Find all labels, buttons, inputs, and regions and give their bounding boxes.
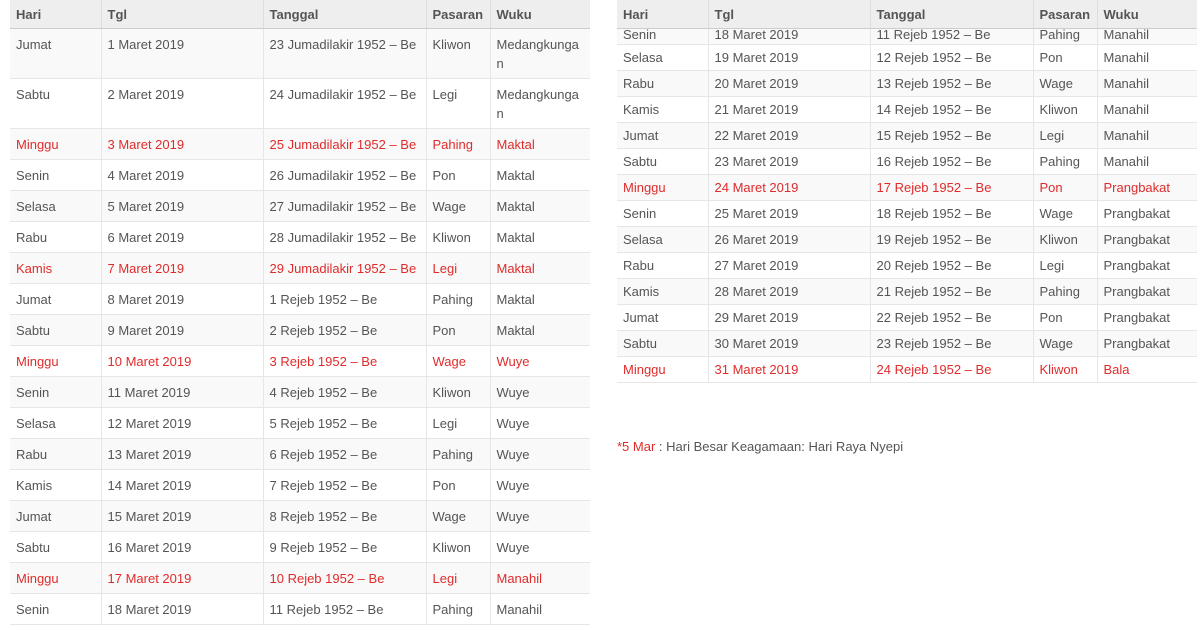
table-row bbox=[10, 191, 590, 222]
cell-tgl: 27 Maret 2019 bbox=[708, 253, 870, 279]
cell-wuku: Maktal bbox=[490, 129, 590, 160]
cell-hari: Sabtu bbox=[617, 149, 708, 175]
cell-wuku: Medangkungan bbox=[490, 79, 590, 129]
cell-tgl: 4 Maret 2019 bbox=[101, 160, 263, 191]
cell-hari: Senin bbox=[10, 160, 101, 191]
cell-hari: Selasa bbox=[10, 408, 101, 439]
cell-hari: Rabu bbox=[617, 71, 708, 97]
cell-hari: Kamis bbox=[617, 97, 708, 123]
cell-hari: Kamis bbox=[10, 253, 101, 284]
table-row bbox=[617, 149, 1197, 175]
cell-tanggal: 27 Jumadilakir 1952 – Be bbox=[263, 191, 426, 222]
cell-hari: Sabtu bbox=[617, 331, 708, 357]
cell-wuku: Manahil bbox=[490, 563, 590, 594]
cell-wuku: Wuye bbox=[490, 377, 590, 408]
cell-tgl: 7 Maret 2019 bbox=[101, 253, 263, 284]
cell-tanggal: 24 Rejeb 1952 – Be bbox=[870, 357, 1033, 383]
cell-pasaran: Pahing bbox=[426, 129, 490, 160]
table-row bbox=[617, 29, 1197, 45]
cell-tanggal: 22 Rejeb 1952 – Be bbox=[870, 305, 1033, 331]
table-row bbox=[617, 253, 1197, 279]
cell-tgl: 11 Maret 2019 bbox=[101, 377, 263, 408]
column-header-hari: Hari bbox=[617, 0, 708, 29]
column-header-pasaran: Pasaran bbox=[426, 0, 490, 29]
cell-pasaran: Wage bbox=[426, 191, 490, 222]
table-row bbox=[617, 227, 1197, 253]
cell-tgl: 5 Maret 2019 bbox=[101, 191, 263, 222]
table-row bbox=[617, 97, 1197, 123]
cell-pasaran: Wage bbox=[1033, 201, 1097, 227]
cell-wuku: Medangkungan bbox=[490, 29, 590, 79]
table-row bbox=[10, 532, 590, 563]
cell-hari: Rabu bbox=[617, 253, 708, 279]
cell-tanggal: 20 Rejeb 1952 – Be bbox=[870, 253, 1033, 279]
cell-pasaran: Legi bbox=[1033, 253, 1097, 279]
cell-wuku: Maktal bbox=[490, 315, 590, 346]
cell-hari: Selasa bbox=[617, 45, 708, 71]
cell-tgl: 23 Maret 2019 bbox=[708, 149, 870, 175]
cell-tanggal: 3 Rejeb 1952 – Be bbox=[263, 346, 426, 377]
cell-pasaran: Pahing bbox=[426, 594, 490, 625]
cell-tanggal: 4 Rejeb 1952 – Be bbox=[263, 377, 426, 408]
cell-pasaran: Legi bbox=[1033, 123, 1097, 149]
cell-wuku: Wuye bbox=[490, 439, 590, 470]
cell-hari: Minggu bbox=[617, 175, 708, 201]
table-row bbox=[10, 563, 590, 594]
cell-pasaran: Wage bbox=[426, 501, 490, 532]
cell-wuku: Maktal bbox=[490, 253, 590, 284]
cell-wuku: Wuye bbox=[490, 346, 590, 377]
cell-hari: Senin bbox=[10, 594, 101, 625]
holiday-note bbox=[617, 439, 1177, 455]
cell-wuku: Prangbakat bbox=[1097, 331, 1197, 357]
cell-tanggal: 2 Rejeb 1952 – Be bbox=[263, 315, 426, 346]
cell-hari: Selasa bbox=[617, 227, 708, 253]
cell-hari: Selasa bbox=[10, 191, 101, 222]
cell-hari: Senin bbox=[10, 377, 101, 408]
cell-wuku: Manahil bbox=[490, 594, 590, 625]
cell-pasaran: Pahing bbox=[1033, 29, 1097, 45]
column-header-pasaran: Pasaran bbox=[1033, 0, 1097, 29]
table-row bbox=[10, 284, 590, 315]
cell-hari: Jumat bbox=[617, 305, 708, 331]
cell-wuku: Prangbakat bbox=[1097, 227, 1197, 253]
cell-tgl: 30 Maret 2019 bbox=[708, 331, 870, 357]
cell-pasaran: Legi bbox=[426, 79, 490, 129]
cell-tanggal: 1 Rejeb 1952 – Be bbox=[263, 284, 426, 315]
cell-pasaran: Wage bbox=[1033, 71, 1097, 97]
cell-pasaran: Kliwon bbox=[426, 29, 490, 79]
cell-tgl: 25 Maret 2019 bbox=[708, 201, 870, 227]
cell-wuku: Prangbakat bbox=[1097, 175, 1197, 201]
cell-pasaran: Kliwon bbox=[1033, 357, 1097, 383]
cell-wuku: Maktal bbox=[490, 160, 590, 191]
cell-wuku: Wuye bbox=[490, 532, 590, 563]
table-header-row bbox=[617, 0, 1197, 29]
table-row bbox=[10, 79, 590, 129]
cell-wuku: Wuye bbox=[490, 501, 590, 532]
cell-wuku: Maktal bbox=[490, 222, 590, 253]
table-row bbox=[617, 175, 1197, 201]
cell-wuku: Bala bbox=[1097, 357, 1197, 383]
cell-pasaran: Wage bbox=[426, 346, 490, 377]
cell-hari: Minggu bbox=[10, 563, 101, 594]
cell-tanggal: 23 Rejeb 1952 – Be bbox=[870, 331, 1033, 357]
cell-hari: Jumat bbox=[10, 29, 101, 79]
calendar-table-left-panel bbox=[10, 0, 590, 630]
cell-tanggal: 5 Rejeb 1952 – Be bbox=[263, 408, 426, 439]
cell-tgl: 17 Maret 2019 bbox=[101, 563, 263, 594]
cell-tgl: 8 Maret 2019 bbox=[101, 284, 263, 315]
cell-tanggal: 18 Rejeb 1952 – Be bbox=[870, 201, 1033, 227]
cell-tgl: 14 Maret 2019 bbox=[101, 470, 263, 501]
column-header-hari: Hari bbox=[10, 0, 101, 29]
cell-hari: Minggu bbox=[617, 357, 708, 383]
cell-tgl: 20 Maret 2019 bbox=[708, 71, 870, 97]
cell-tanggal: 24 Jumadilakir 1952 – Be bbox=[263, 79, 426, 129]
cell-pasaran: Pon bbox=[426, 470, 490, 501]
cell-pasaran: Wage bbox=[1033, 331, 1097, 357]
cell-hari: Minggu bbox=[10, 129, 101, 160]
calendar-table-right-panel bbox=[617, 0, 1197, 398]
cell-tanggal: 25 Jumadilakir 1952 – Be bbox=[263, 129, 426, 160]
cell-pasaran: Pon bbox=[1033, 305, 1097, 331]
cell-hari: Senin bbox=[617, 29, 708, 45]
holiday-note-text: : Hari Besar Keagamaan: Hari Raya Nyepi bbox=[655, 439, 904, 454]
cell-tanggal: 10 Rejeb 1952 – Be bbox=[263, 563, 426, 594]
cell-pasaran: Pon bbox=[1033, 175, 1097, 201]
cell-hari: Sabtu bbox=[10, 79, 101, 129]
cell-tanggal: 8 Rejeb 1952 – Be bbox=[263, 501, 426, 532]
table-header-row bbox=[10, 0, 590, 29]
table-row bbox=[10, 501, 590, 532]
cell-tgl: 28 Maret 2019 bbox=[708, 279, 870, 305]
column-header-tanggal: Tanggal bbox=[870, 0, 1033, 29]
cell-tanggal: 19 Rejeb 1952 – Be bbox=[870, 227, 1033, 253]
cell-tgl: 6 Maret 2019 bbox=[101, 222, 263, 253]
cell-wuku: Manahil bbox=[1097, 29, 1197, 45]
cell-wuku: Wuye bbox=[490, 408, 590, 439]
cell-pasaran: Pahing bbox=[426, 439, 490, 470]
table-row bbox=[617, 279, 1197, 305]
cell-tgl: 15 Maret 2019 bbox=[101, 501, 263, 532]
cell-tanggal: 16 Rejeb 1952 – Be bbox=[870, 149, 1033, 175]
cell-hari: Senin bbox=[617, 201, 708, 227]
table-row bbox=[10, 160, 590, 191]
cell-hari: Rabu bbox=[10, 439, 101, 470]
cell-wuku: Manahil bbox=[1097, 149, 1197, 175]
table-row bbox=[10, 377, 590, 408]
column-header-wuku: Wuku bbox=[490, 0, 590, 29]
holiday-note-marker: *5 Mar bbox=[617, 439, 656, 454]
table-row bbox=[617, 201, 1197, 227]
cell-tanggal: 12 Rejeb 1952 – Be bbox=[870, 45, 1033, 71]
cell-pasaran: Legi bbox=[426, 253, 490, 284]
table-row bbox=[10, 594, 590, 625]
cell-hari: Jumat bbox=[617, 123, 708, 149]
cell-tanggal: 29 Jumadilakir 1952 – Be bbox=[263, 253, 426, 284]
table-row bbox=[10, 439, 590, 470]
cell-wuku: Manahil bbox=[1097, 45, 1197, 71]
cell-tanggal: 9 Rejeb 1952 – Be bbox=[263, 532, 426, 563]
calendar-table-right bbox=[617, 0, 1197, 383]
table-row bbox=[617, 45, 1197, 71]
cell-pasaran: Kliwon bbox=[426, 377, 490, 408]
cell-tgl: 19 Maret 2019 bbox=[708, 45, 870, 71]
cell-wuku: Prangbakat bbox=[1097, 305, 1197, 331]
column-header-tgl: Tgl bbox=[708, 0, 870, 29]
cell-tgl: 22 Maret 2019 bbox=[708, 123, 870, 149]
cell-hari: Rabu bbox=[10, 222, 101, 253]
cell-tanggal: 13 Rejeb 1952 – Be bbox=[870, 71, 1033, 97]
cell-pasaran: Pahing bbox=[426, 284, 490, 315]
cell-hari: Jumat bbox=[10, 501, 101, 532]
table-body bbox=[10, 29, 590, 625]
table-row bbox=[617, 123, 1197, 149]
table-row bbox=[10, 408, 590, 439]
cell-tgl: 9 Maret 2019 bbox=[101, 315, 263, 346]
cell-wuku: Prangbakat bbox=[1097, 279, 1197, 305]
table-row bbox=[10, 129, 590, 160]
cell-hari: Minggu bbox=[10, 346, 101, 377]
cell-wuku: Maktal bbox=[490, 284, 590, 315]
cell-tanggal: 11 Rejeb 1952 – Be bbox=[263, 594, 426, 625]
cell-wuku: Manahil bbox=[1097, 97, 1197, 123]
cell-tgl: 2 Maret 2019 bbox=[101, 79, 263, 129]
cell-tgl: 18 Maret 2019 bbox=[708, 29, 870, 45]
cell-wuku: Prangbakat bbox=[1097, 253, 1197, 279]
cell-pasaran: Kliwon bbox=[426, 222, 490, 253]
cell-pasaran: Pon bbox=[1033, 45, 1097, 71]
cell-pasaran: Pahing bbox=[1033, 149, 1097, 175]
cell-pasaran: Kliwon bbox=[1033, 97, 1097, 123]
cell-hari: Sabtu bbox=[10, 315, 101, 346]
cell-tgl: 12 Maret 2019 bbox=[101, 408, 263, 439]
cell-pasaran: Legi bbox=[426, 408, 490, 439]
cell-tanggal: 17 Rejeb 1952 – Be bbox=[870, 175, 1033, 201]
cell-pasaran: Pon bbox=[426, 315, 490, 346]
cell-tanggal: 26 Jumadilakir 1952 – Be bbox=[263, 160, 426, 191]
cell-tgl: 13 Maret 2019 bbox=[101, 439, 263, 470]
cell-tanggal: 23 Jumadilakir 1952 – Be bbox=[263, 29, 426, 79]
column-header-tanggal: Tanggal bbox=[263, 0, 426, 29]
cell-tanggal: 28 Jumadilakir 1952 – Be bbox=[263, 222, 426, 253]
table-row bbox=[10, 315, 590, 346]
table-row bbox=[617, 357, 1197, 383]
cell-tgl: 21 Maret 2019 bbox=[708, 97, 870, 123]
cell-hari: Kamis bbox=[10, 470, 101, 501]
cell-tanggal: 6 Rejeb 1952 – Be bbox=[263, 439, 426, 470]
cell-wuku: Manahil bbox=[1097, 71, 1197, 97]
cell-tanggal: 14 Rejeb 1952 – Be bbox=[870, 97, 1033, 123]
cell-hari: Jumat bbox=[10, 284, 101, 315]
cell-wuku: Manahil bbox=[1097, 123, 1197, 149]
table-row bbox=[617, 71, 1197, 97]
column-header-wuku: Wuku bbox=[1097, 0, 1197, 29]
cell-tgl: 16 Maret 2019 bbox=[101, 532, 263, 563]
calendar-table-left bbox=[10, 0, 590, 625]
cell-tgl: 10 Maret 2019 bbox=[101, 346, 263, 377]
cell-pasaran: Kliwon bbox=[426, 532, 490, 563]
cell-tgl: 26 Maret 2019 bbox=[708, 227, 870, 253]
table-row bbox=[10, 253, 590, 284]
cell-wuku: Maktal bbox=[490, 191, 590, 222]
column-header-tgl: Tgl bbox=[101, 0, 263, 29]
cell-tgl: 31 Maret 2019 bbox=[708, 357, 870, 383]
table-row bbox=[10, 222, 590, 253]
table-body bbox=[617, 29, 1197, 383]
cell-tanggal: 7 Rejeb 1952 – Be bbox=[263, 470, 426, 501]
cell-pasaran: Pahing bbox=[1033, 279, 1097, 305]
cell-pasaran: Pon bbox=[426, 160, 490, 191]
cell-tgl: 18 Maret 2019 bbox=[101, 594, 263, 625]
table-row bbox=[10, 470, 590, 501]
cell-tanggal: 11 Rejeb 1952 – Be bbox=[870, 29, 1033, 45]
cell-wuku: Prangbakat bbox=[1097, 201, 1197, 227]
cell-tgl: 24 Maret 2019 bbox=[708, 175, 870, 201]
cell-tgl: 1 Maret 2019 bbox=[101, 29, 263, 79]
cell-pasaran: Kliwon bbox=[1033, 227, 1097, 253]
table-row bbox=[10, 29, 590, 79]
cell-tanggal: 15 Rejeb 1952 – Be bbox=[870, 123, 1033, 149]
cell-tgl: 29 Maret 2019 bbox=[708, 305, 870, 331]
cell-hari: Kamis bbox=[617, 279, 708, 305]
cell-tgl: 3 Maret 2019 bbox=[101, 129, 263, 160]
table-row bbox=[10, 346, 590, 377]
cell-pasaran: Legi bbox=[426, 563, 490, 594]
table-row bbox=[617, 331, 1197, 357]
table-row bbox=[617, 305, 1197, 331]
cell-hari: Sabtu bbox=[10, 532, 101, 563]
cell-tanggal: 21 Rejeb 1952 – Be bbox=[870, 279, 1033, 305]
cell-wuku: Wuye bbox=[490, 470, 590, 501]
